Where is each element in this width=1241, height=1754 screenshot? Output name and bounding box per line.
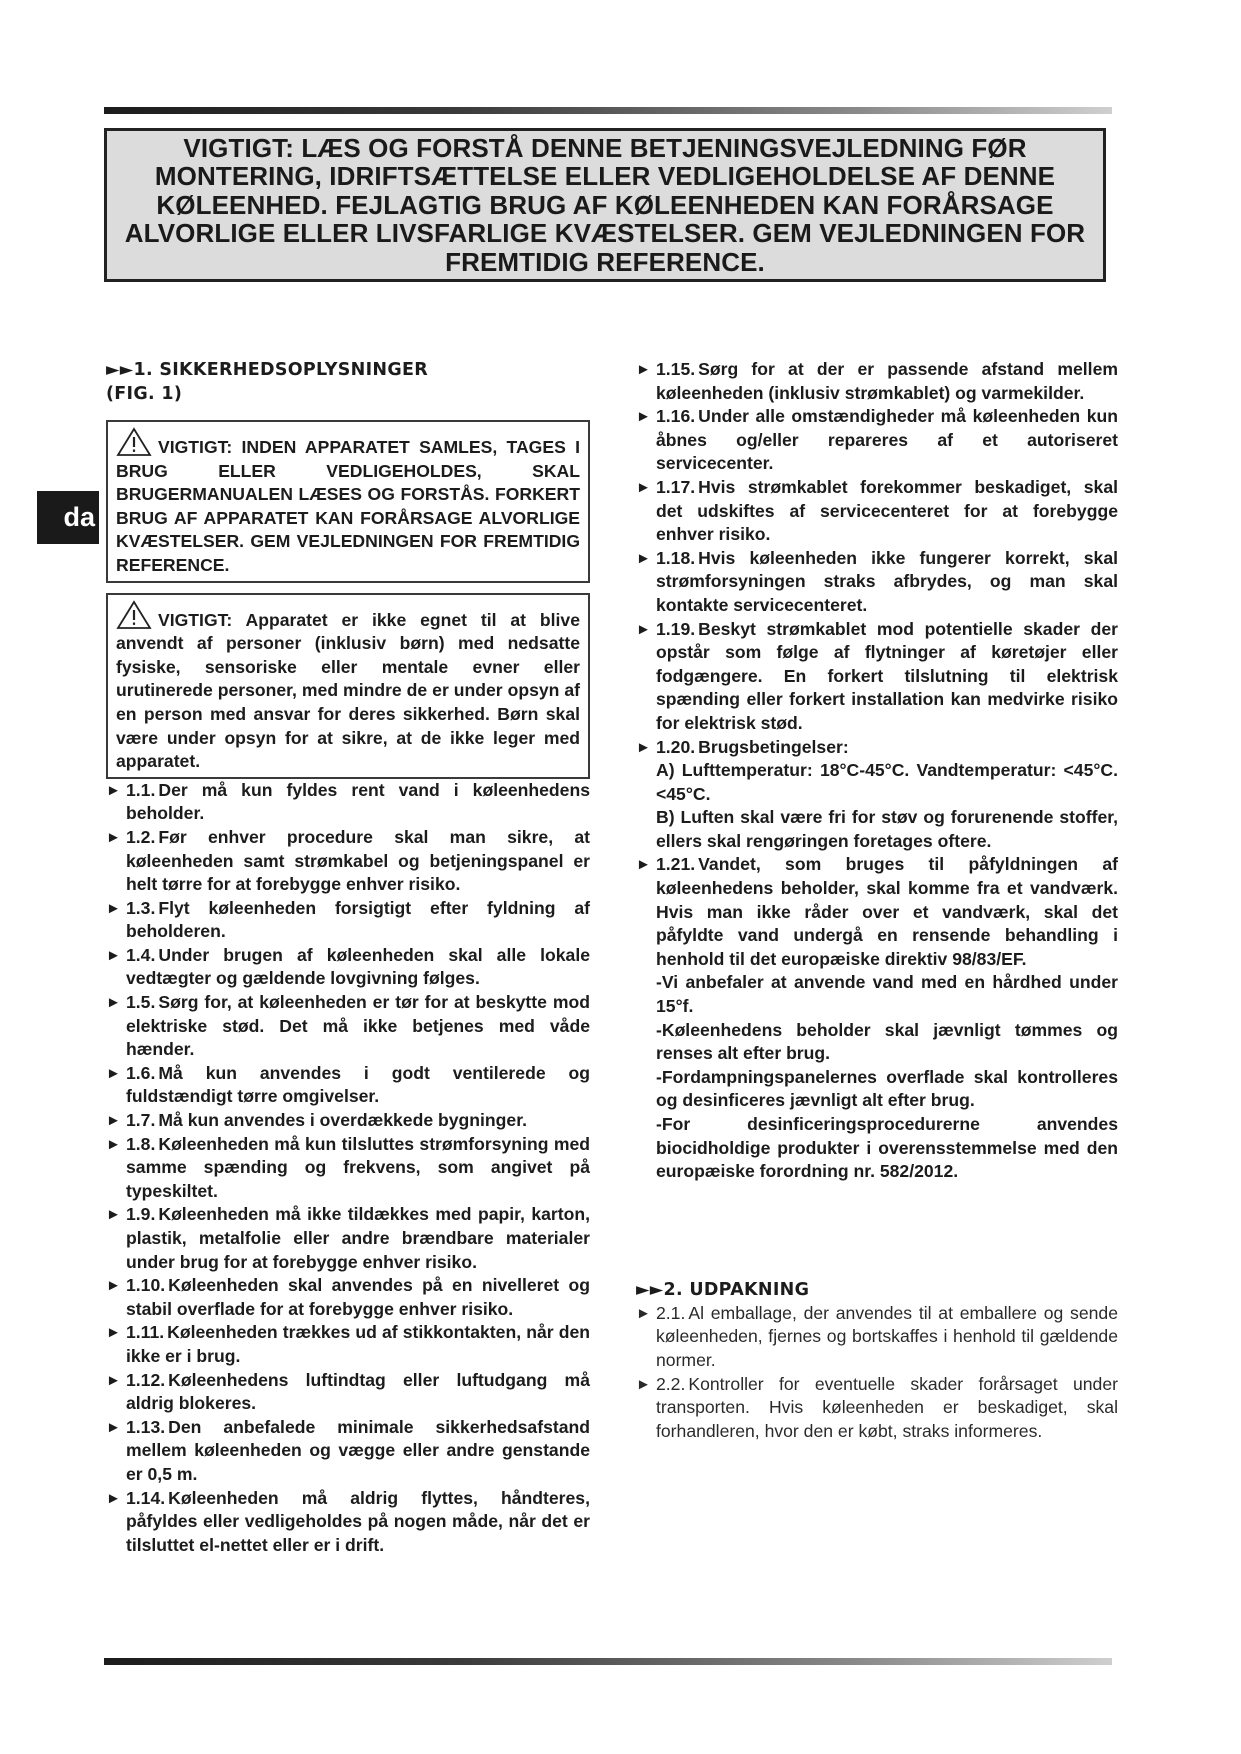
arrow-bullet-icon: ►: [106, 1135, 121, 1153]
list-item: ► 1.19. Beskyt strømkablet mod potentielle skader der opstår som følge af flytninger af køretøjer eller fodgængere. En forkert tilslutning til elektrisk spænding eller forkert installation kan medvirke risiko for elektrisk stød.: [636, 618, 1118, 733]
arrow-bullet-icon: ►: [106, 1371, 121, 1389]
warning-triangle-icon: [116, 600, 152, 630]
list-item: ► 1.17. Hvis strømkablet forekommer beskadiget, skal det udskiftes af servicecenteret for at forebygge enhver risiko.: [636, 476, 1118, 545]
list-item: ► 1.1. Der må kun fyldes rent vand i køleenhedens beholder.: [106, 779, 590, 824]
water-note-panels: -Fordampningspanelernes overflade skal kontrolleres og desinficeres jævnligt alt efter brug.: [656, 1066, 1118, 1111]
list-item: ► 1.18. Hvis køleenheden ikke fungerer korrekt, skal strømforsyningen straks afbrydes, og man skal kontakte servicecenteret.: [636, 547, 1118, 615]
arrow-bullet-icon: ►: [636, 1304, 651, 1322]
warning-triangle-icon: [116, 427, 152, 457]
notice-persons: [106, 593, 590, 779]
arrow-bullet-icon: ►: [106, 1489, 121, 1507]
header-warning-text: VIGTIGT: LÆS OG FORSTÅ DENNE BETJENINGSVEJLEDNING FØR MONTERING, IDRIFTSÆTTELSE ELLER VEDLIGEHOLDELSE AF DENNE KØLEENHED. FEJLAGTIG BRUG AF KØLEENHEDEN KAN FORÅRSAGE ALVORLIGE ELLER LIVSFARLIGE KVÆSTELSER. GEM VEJLEDNINGEN FOR FREMTIDIG REFERENCE.: [124, 132, 1086, 277]
list-item: ► 1.16. Under alle omstændigheder må køleenheden kun åbnes og/eller repareres af et autoriseret servicecenter.: [636, 406, 1118, 474]
condition-air-temp: A) Lufttemperatur: 18°C-45°C. Vandtemperatur: <45°C. <45°C.: [656, 760, 1118, 804]
arrow-bullet-icon: ►: [636, 478, 651, 496]
section2-title: ►►2. UDPAKNING: [636, 1279, 810, 1300]
arrow-bullet-icon: ►: [106, 1112, 121, 1130]
list-item-conditions: ► 1.20. Brugsbetingelser:: [636, 736, 1118, 760]
list-item: ► 1.5. Sørg for, at køleenheden er tør for at beskytte mod elektriske stød. Det må ikke betjenes med våde hænder.: [106, 992, 590, 1060]
list-item: ► 1.13. Den anbefalede minimale sikkerhedsafstand mellem køleenheden og vægge eller andre genstande er 0,5 m.: [106, 1416, 590, 1484]
arrow-bullet-icon: ►: [106, 1418, 121, 1436]
section1-title-line2: (FIG. 1): [106, 384, 183, 404]
water-note-disinfect: -For desinficeringsprocedurerne anvendes biocidholdige produkter i overensstemmelse med den europæiske forordning nr. 582/2012.: [656, 1114, 1118, 1182]
arrow-bullet-icon: ►: [106, 899, 121, 917]
arrow-bullet-icon: ►: [636, 549, 651, 567]
section1-title-line1: ►►1. SIKKERHEDSOPLYSNINGER: [106, 360, 429, 380]
list-item: ► 1.8. Køleenheden må kun tilsluttes strømforsyning med samme spænding og frekvens, som angivet på typeskiltet.: [106, 1133, 590, 1201]
arrow-bullet-icon: ►: [636, 620, 651, 638]
list-item: ► 1.12. Køleenhedens luftindtag eller luftudgang må aldrig blokeres.: [106, 1369, 590, 1414]
arrow-bullet-icon: ►: [106, 781, 121, 799]
list-item: ► 1.2. Før enhver procedure skal man sikre, at køleenheden samt strømkabel og betjeningspanel er helt tørre for at forebygge enhver risiko.: [106, 826, 590, 895]
safety-list-left: [106, 779, 590, 1558]
arrow-bullet-icon: ►: [106, 1206, 121, 1224]
arrow-bullet-icon: ►: [106, 1324, 121, 1342]
water-note-hardness: -Vi anbefaler at anvende vand med en hårdhed under 15°f.: [656, 972, 1118, 1017]
arrow-bullet-icon: ►: [636, 738, 651, 756]
notice-manual: [106, 420, 590, 583]
language-tab: da: [37, 491, 99, 544]
arrow-bullet-icon: ►: [106, 946, 121, 964]
notice-persons-text: VIGTIGT: Apparatet er ikke egnet til at blive anvendt af personer (inklusiv børn) med nedsatte fysiske, sensoriske eller mentale evner eller urutinerede personer, med mindre de er under opsyn af en person med ansvar for deres sikkerhed. Børn skal være under opsyn for at sikre, at de ikke leger med apparatet.: [116, 609, 580, 772]
bottom-rule: [104, 1658, 1112, 1665]
list-item: ► 1.4. Under brugen af køleenheden skal alle lokale vedtægter og gældende lovgivning følges.: [106, 944, 590, 989]
arrow-bullet-icon: ►: [106, 1277, 121, 1295]
list-item-water: ► 1.21. Vandet, som bruges til påfyldningen af køleenhedens beholder, skal komme fra et vandværk. Hvis man ikke råder over et vandværk, skal det påfyldte vand undergå en rensende behandling i henhold til det europæiske direktiv 98/83/EF.: [636, 854, 1118, 969]
list-item: ► 1.3. Flyt køleenheden forsigtigt efter fyldning af beholderen.: [106, 897, 590, 942]
unpacking-list: [636, 1302, 1118, 1444]
arrow-bullet-icon: ►: [636, 856, 651, 874]
list-item: ► 2.1. Al emballage, der anvendes til at emballere og sende køleenheden, fjernes og bortskaffes i henhold til gældende normer.: [636, 1302, 1118, 1370]
list-item: ► 1.7. Må kun anvendes i overdækkede bygninger.: [106, 1109, 590, 1133]
arrow-bullet-icon: ►: [636, 361, 651, 378]
left-column: [106, 358, 590, 1557]
section2: [636, 1278, 1118, 1444]
arrow-bullet-icon: ►: [106, 1064, 121, 1082]
arrow-bullet-icon: ►: [636, 1375, 651, 1393]
list-item: ► 1.11. Køleenheden trækkes ud af stikkontakten, når den ikke er i brug.: [106, 1322, 590, 1366]
water-note-empty: -Køleenhedens beholder skal jævnligt tømmes og renses alt efter brug.: [656, 1019, 1118, 1064]
arrow-bullet-icon: ►: [636, 408, 651, 426]
top-rule: [104, 107, 1112, 114]
list-item: ► 1.10. Køleenheden skal anvendes på en nivelleret og stabil overflade for at forebygge enhver risiko.: [106, 1275, 590, 1319]
list-item: ► 1.6. Må kun anvendes i godt ventilerede og fuldstændigt tørre omgivelser.: [106, 1062, 590, 1107]
arrow-bullet-icon: ►: [106, 994, 121, 1012]
right-column: [636, 358, 1118, 1443]
header-warning-box: [104, 128, 1106, 282]
notice-manual-text: VIGTIGT: INDEN APPARATET SAMLES, TAGES I BRUG ELLER VEDLIGEHOLDES, SKAL BRUGERMANUALEN LÆSES OG FORSTÅS. FORKERT BRUG AF APPARATET KAN FORÅRSAGE ALVORLIGE KVÆSTELSER. GEM VEJLEDNINGEN FOR FREMTIDIG REFERENCE.: [116, 437, 580, 575]
list-item: ► 1.9. Køleenheden må ikke tildækkes med papir, karton, plastik, metalfolie eller andre brændbare materialer under brug for at forebygge enhver risiko.: [106, 1204, 590, 1272]
list-item: ► 1.15. Sørg for at der er passende afstand mellem køleenheden (inklusiv strømkablet) og varmekilder.: [636, 359, 1118, 403]
condition-air-quality: B) Luften skal være fri for støv og forurenende stoffer, ellers skal rengøringen foretages oftere.: [656, 807, 1118, 851]
section1-title: [106, 358, 590, 406]
list-item: ► 2.2. Kontroller for eventuelle skader forårsaget under transporten. Hvis køleenheden er beskadiget, skal forhandleren, hvor den er købt, straks informeres.: [636, 1373, 1118, 1441]
list-item: ► 1.14. Køleenheden må aldrig flyttes, håndteres, påfyldes eller vedligeholdes på nogen måde, når det er tilsluttet el-nettet eller er i drift.: [106, 1487, 590, 1555]
arrow-bullet-icon: ►: [106, 828, 121, 846]
